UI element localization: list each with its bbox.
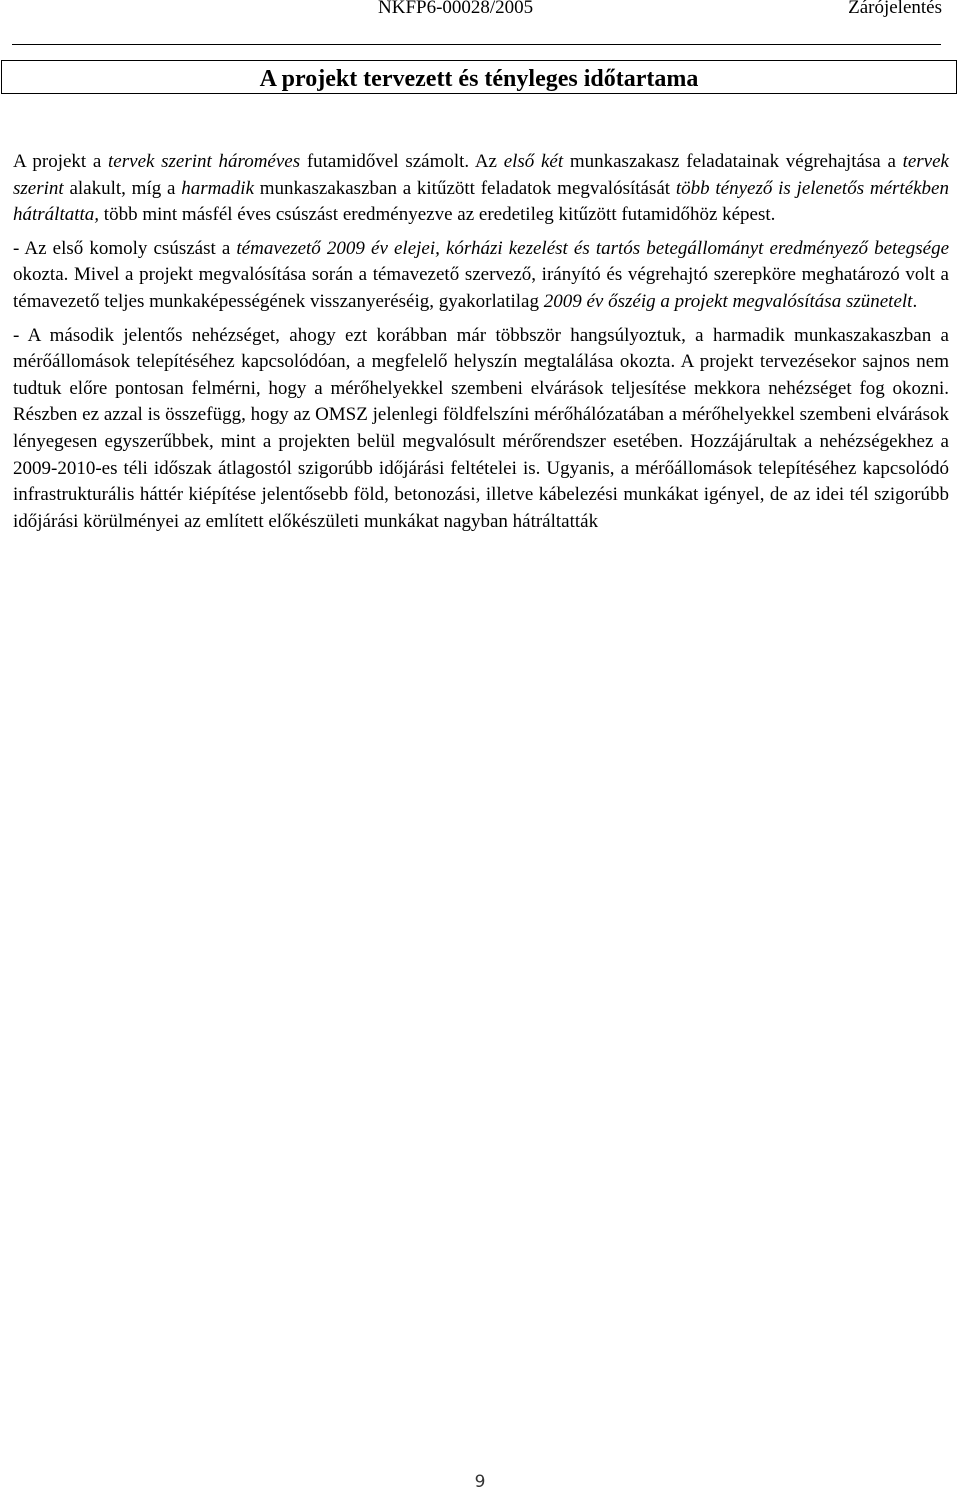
italic-segment: tervek szerint hároméves [108,151,301,172]
section-title-box [1,60,957,94]
text-segment: - Az első komoly csúszást a [13,237,237,259]
italic-segment: témavezető 2009 év elejei, kórházi kezelést és tartós betegállományt eredményező betegsége [236,237,949,259]
text-segment: több mint másfél éves csúszást eredményezve az eredetileg kitűzött futamidőhöz képest. [99,204,776,226]
text-segment: futamidővel számolt. Az [300,151,504,172]
body-text [13,149,949,535]
italic-segment: első két [503,151,564,172]
page-number: 9 [474,1472,486,1492]
italic-segment: harmadik [181,177,255,199]
section-title: A projekt tervezett és tényleges időtartama [259,66,699,92]
text-segment: okozta. Mivel a projekt megvalósítása során a témavezető szervező, irányító és végrehajtó szerepköre meghatározó volt a témavezető teljes munkaképességének visszanyeréséig, gyakorlatilag [13,264,949,312]
paragraph-1 [13,149,949,229]
document-type: Zárójelentés [848,0,942,18]
paragraph-3 [13,323,949,536]
text-segment: - A második jelentős nehézséget, ahogy ezt korábban már többször hangsúlyoztuk, a harmadik munkaszakaszban a mérőállomások telepítéséhez kapcsolódóan, a megfelelő helyszín megtalálása okozta. A projekt tervezésekor sajnos nem tudtuk előre pontosan felmérni, hogy a mérőhelyekkel szembeni elvárások teljesítése mekkora nehézséget fog okozni. Részben ez azzal is összefügg, hogy az OMSZ jelenlegi földfelszíni mérőhálózatában a mérőhelyekkel szembeni elvárások lényegesen egyszerűbbek, mint a projekten belül megvalósult mérőrendszer esetében. Hozzájárultak a nehézségekhez a 2009-2010-es téli időszak átlagostól szigorúbb időjárási feltételei is. Ugyanis, a mérőállomások telepítéséhez kapcsolódó infrastrukturális háttér kiépítése jelentősebb föld, betonozási, illetve kábelezési munkákat igényel, de az idei tél szigorúbb időjárási körülményei az említett előkészületi munkákat nagyban hátráltatták [13,324,949,532]
italic-segment: tervek szerint [13,151,949,199]
text-segment: munkaszakaszban a kitűzött feladatok megvalósítását [254,177,676,199]
italic-segment: több tényező is jelenetős mértékben hátráltatta, [13,177,949,226]
text-segment: alakult, míg a [63,177,182,199]
text-segment: munkaszakasz feladatainak végrehajtása a [563,151,903,172]
page-header [378,0,942,22]
header-divider [12,44,941,45]
italic-segment: 2009 év őszéig a projekt megvalósítása szünetelt [543,290,913,312]
text-segment: A projekt a [13,151,109,172]
document-number: NKFP6-00028/2005 [378,0,534,18]
paragraph-2 [13,236,949,316]
text-segment: . [912,290,918,312]
